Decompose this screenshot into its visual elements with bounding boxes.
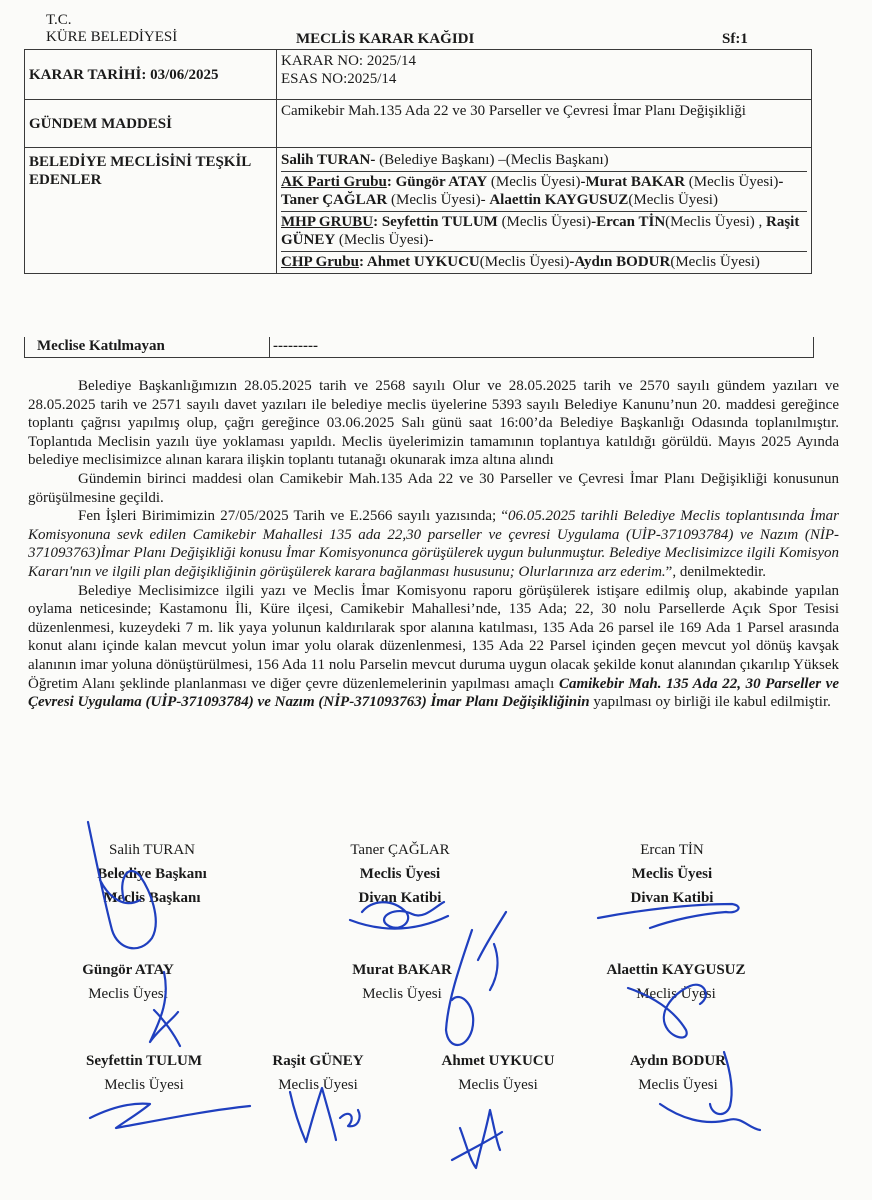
member-title: (Meclis Üyesi) <box>487 174 581 190</box>
absent-value: --------- <box>273 338 318 354</box>
paragraph-4-outro: yapılması oy birliği ile kabul edilmiştir. <box>589 694 831 711</box>
signer-role: Meclis Üyesi <box>362 986 442 1002</box>
member-name: Alaettin KAYGUSUZ <box>489 192 629 208</box>
council-members <box>277 148 812 274</box>
member-title: (Meclis Üyesi)- <box>335 232 434 248</box>
paragraph-3 <box>28 507 839 581</box>
signature-block-rasit-guney <box>238 1049 398 1097</box>
chp-group-name: CHP Grubu <box>281 254 359 270</box>
mhp-group-line <box>281 212 807 252</box>
paragraph-4-emphasis: Camikebir Mah. 135 Ada 22, 30 Parseller ve Çevresi Uygulama (UİP-371093784) ve Nazım (NİP-371093763) İmar Planı Değişikliğinin <box>28 675 839 711</box>
member-title: (Meclis Üyesi)- <box>387 192 490 208</box>
member-title: (Meclis Üyesi) <box>479 254 570 270</box>
mayor-line <box>281 148 807 172</box>
signer-name: Ercan TİN <box>640 842 704 858</box>
signer-role: Meclis Üyesi <box>104 1077 184 1093</box>
absent-row <box>24 337 814 358</box>
signer-role: Meclis Üyesi <box>631 866 713 882</box>
member-name: -Aydın BODUR <box>569 254 671 270</box>
page-number: Sf:1 <box>722 31 748 47</box>
signer-role: Meclis Üyesi <box>278 1077 358 1093</box>
signature-seyfettin-tulum <box>90 1104 250 1128</box>
paragraph-2: Gündemin birinci maddesi olan Camikebir Mah.135 Ada 22 ve 30 Parseller ve Çevresi İmar Planı Değişikliği konusunun görüşülmesine geçildi. <box>28 470 839 506</box>
paragraph-3-outro: ”, denilmektedir. <box>665 563 767 580</box>
member-title: (Meclis Üyesi) <box>628 192 718 208</box>
absent-divider <box>269 337 270 357</box>
chp-group-line <box>281 252 807 273</box>
signature-block-ercan-tin <box>572 838 772 910</box>
signer-name: Seyfettin TULUM <box>86 1053 202 1069</box>
paragraph-4 <box>28 582 839 712</box>
member-name: -Ercan TİN <box>591 214 666 230</box>
mayor-name: Salih TURAN- <box>281 152 376 168</box>
signer-name: Salih TURAN <box>109 842 195 858</box>
absent-label: Meclise Katılmayan <box>37 338 165 354</box>
row-decision-date <box>25 50 812 100</box>
signer-name: Alaettin KAYGUSUZ <box>606 962 746 978</box>
signature-block-murat-bakar <box>302 958 502 1006</box>
signer-name: Taner ÇAĞLAR <box>350 842 450 858</box>
signature-block-seyfettin-tulum <box>44 1049 244 1097</box>
council-label: BELEDİYE MECLİSİNİ TEŞKİL EDENLER <box>25 148 277 274</box>
header-municipality: KÜRE BELEDİYESİ <box>46 29 178 45</box>
signature-block-aydin-bodur <box>588 1049 768 1097</box>
signature-block-salih-turan <box>52 838 252 910</box>
member-name: : Güngör ATAY <box>386 174 488 190</box>
signature-ahmet-uykucu <box>452 1110 502 1168</box>
member-name: : Ahmet UYKUCU <box>358 254 480 270</box>
member-name: : Seyfettin TULUM <box>373 214 498 230</box>
row-council <box>25 148 812 274</box>
decision-number: KARAR NO: 2025/14 <box>281 53 417 69</box>
signer-role: Meclis Üyesi <box>458 1077 538 1093</box>
signer-name: Raşit GÜNEY <box>272 1053 364 1069</box>
signature-block-taner-caglar <box>300 838 500 910</box>
paragraph-3-quote: 06.05.2025 tarihli Belediye Meclis toplantısında İmar Komisyonuna sevk edilen Camikebir Mahallesi 135 ada 22,30 parseller ve çevresi Uygulama (UİP-371093784) ve Nazım (NİP-371093763)İmar Planı Değişikliği konusu İmar Komisyonunca görüşülerek uygun bulunmuştur. Belediye Meclisimizce ilgili Komisyon Kararı'nın ve ilgili plan değişikliğinin görüşülerek karara bağlanması hususunu; Olurlarınıza arz ederim. <box>28 508 839 580</box>
signer-name: Ahmet UYKUCU <box>441 1053 555 1069</box>
signer-role: Divan Katibi <box>630 890 714 906</box>
decision-info-table <box>24 49 812 274</box>
signature-block-ahmet-uykucu <box>408 1049 588 1097</box>
signer-role: Meclis Başkanı <box>103 890 201 906</box>
agenda-text: Camikebir Mah.135 Ada 22 ve 30 Parseller ve Çevresi İmar Planı Değişikliği <box>277 100 812 148</box>
base-number: ESAS NO:2025/14 <box>281 71 397 87</box>
paragraph-1: Belediye Başkanlığımızın 28.05.2025 tarih ve 2568 sayılı Olur ve 28.05.2025 tarih ve 2570 sayılı gündem yazıları ve 28.05.2025 tarih ve 2571 sayılı davet yazıları ile belediye meclis üyelerine 5393 sayılı Belediye Kanunu’nun 20. maddesi gereğince toplantı çağrısı yapılmış olup, çağrı gereğince 03.06.2025 Salı günü saat 16:00’da Belediye Başkanlığı Odasında toplanılmıştır. Toplantıda Meclisin yazılı üye yoklaması yapıldı. Meclis üyelerimizin tamamının toplantıya katıldığı görüldü. Mayıs 2025 Ayında belediye meclisimizce alınan karara ilişkin toplantı tutanağı okunarak imza altına alındı <box>28 378 839 469</box>
signer-role: Belediye Başkanı <box>97 866 207 882</box>
header-tc: T.C. <box>46 12 72 28</box>
member-name: -Murat BAKAR <box>580 174 686 190</box>
paragraph-3-intro: Fen İşleri Birimimizin 27/05/2025 Tarih ve E.2566 sayılı yazısında; “ <box>78 508 509 525</box>
signer-role: Divan Katibi <box>358 890 442 906</box>
signer-role: Meclis Üyesi <box>636 986 716 1002</box>
member-name: -Taner ÇAĞLAR <box>281 174 784 208</box>
agenda-label: GÜNDEM MADDESİ <box>25 100 277 148</box>
ak-group-line <box>281 172 807 212</box>
signature-block-alaettin-kaygusuz <box>576 958 776 1006</box>
decision-body <box>28 377 839 712</box>
row-agenda <box>25 100 812 148</box>
member-name: Raşit GÜNEY <box>281 214 800 248</box>
decision-date: KARAR TARİHİ: 03/06/2025 <box>25 50 277 100</box>
signer-role: Meclis Üyesi <box>359 866 441 882</box>
ak-group-name: AK Parti Grubu <box>281 174 387 190</box>
mhp-group-name: MHP GRUBU <box>281 214 374 230</box>
decision-numbers <box>277 50 812 100</box>
signer-role: Meclis Üyesi <box>638 1077 718 1093</box>
document-title: MECLİS KARAR KAĞIDI <box>296 31 475 47</box>
signer-role: Meclis Üyesi <box>88 986 168 1002</box>
member-title: (Meclis Üyesi) <box>497 214 592 230</box>
member-title: (Meclis Üyesi) <box>670 254 760 270</box>
signer-name: Aydın BODUR <box>630 1053 726 1069</box>
signer-name: Murat BAKAR <box>352 962 452 978</box>
signer-name: Güngör ATAY <box>82 962 174 978</box>
signature-block-gungor-atay <box>28 958 228 1006</box>
member-title: (Meclis Üyesi) , <box>665 214 766 230</box>
member-title: (Meclis Üyesi) <box>685 174 779 190</box>
paragraph-4-text: Belediye Meclisimizce ilgili yazı ve Meclis İmar Komisyonu raporu görüşülerek istişare edilmiş olup, akabinde yapılan oylama neticesinde; Kastamonu İli, Küre ilçesi, Camikebir Mahallesi’nde, 135 Ada; 22, 30 nolu Parsellerde Açık Spor Tesisi düzenlenmesi, kuzeydeki 7 m. lik yaya yolunun kaldırılarak spor alanına katılması, 135 Ada 26 parsel ile 169 Ada 1 Parsel arasında konut alanı içinde kalan mevcut yolun imar yolu olarak düzenlenmesi, 135 Ada 22 Parsel içinden geçen mevcut yol dönüş kavşak alanının imar yoluna dönüştürülmesi, 156 Ada 11 nolu Parselin mevcut duruma uygun olacak şekilde konut alanından çıkarılıp Yüksek Öğretim Alanı şeklinde planlanması ve diğer çevre düzenlemelerinin yapılması amaçlı <box>28 582 839 692</box>
mayor-title: (Belediye Başkanı) –(Meclis Başkanı) <box>375 152 609 168</box>
